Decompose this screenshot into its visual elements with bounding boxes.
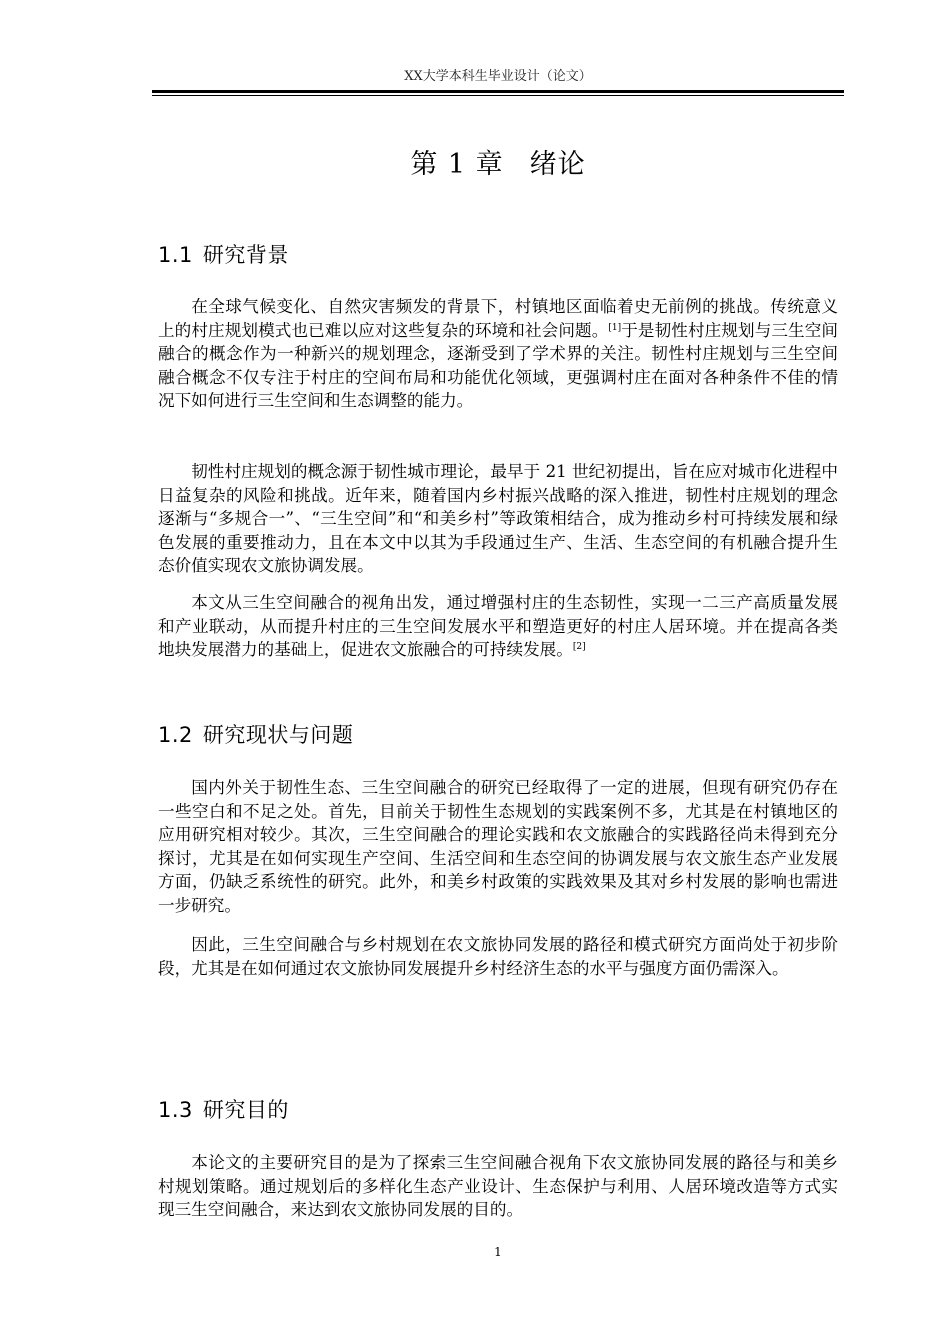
section-number: 1.2	[158, 723, 193, 747]
section-title: 研究背景	[202, 243, 289, 267]
section-title: 研究现状与问题	[202, 723, 354, 747]
chapter-title	[152, 146, 844, 184]
section-title: 研究目的	[202, 1098, 289, 1122]
chapter-number-label: 第 1 章	[410, 149, 504, 180]
section-heading-1-1	[158, 240, 289, 270]
section-number: 1.3	[158, 1098, 193, 1122]
citation-ref[interactable]: [2]	[572, 642, 586, 652]
citation-ref[interactable]: [1]	[608, 322, 622, 333]
section-number: 1.1	[158, 243, 193, 267]
section-heading-1-3	[158, 1095, 289, 1125]
paragraph: 本文从三生空间融合的视角出发，通过增强村庄的生态韧性，实现一二三产高质量发展和产业联动，从而提升村庄的三生空间发展水平和塑造更好的村庄人居环境。并在提高各类地块发展潜力的基础上，促进农文旅融合的可持续发展。[2]	[158, 593, 838, 659]
paragraph: 因此，三生空间融合与乡村规划在农文旅协同发展的路径和模式研究方面尚处于初步阶段，尤其是在如何通过农文旅协同发展提升乡村经济生态的水平与强度方面仍需深入。	[158, 935, 838, 978]
header-rule-thin	[152, 95, 844, 96]
page-number: 1	[494, 1245, 502, 1259]
paragraph: 本论文的主要研究目的是为了探索三生空间融合视角下农文旅协同发展的路径与和美乡村规划策略。通过规划后的多样化生态产业设计、生态保护与利用、人居环境改造等方式实现三生空间融合，来达到农文旅协同发展的目的。	[158, 1153, 838, 1219]
section-heading-1-2	[158, 720, 353, 750]
paragraph: 韧性村庄规划的概念源于韧性城市理论，最早于 21 世纪初提出，旨在应对城市化进程中日益复杂的风险和挑战。近年来，随着国内乡村振兴战略的深入推进，韧性村庄规划的理念逐渐与“多规合一”、“三生空间”和“和美乡村”等政策相结合，成为推动乡村可持续发展和绿色发展的重要推动力，且在本文中以其为手段通过生产、生活、生态空间的有机融合提升生态价值实现农文旅协调发展。	[158, 462, 838, 575]
paragraph: 在全球气候变化、自然灾害频发的背景下，村镇地区面临着史无前例的挑战。传统意义上的村庄规划模式也已难以应对这些复杂的环境和社会问题。[1]于是韧性村庄规划与三生空间融合的概念作为一种新兴的规划理念，逐渐受到了学术界的关注。韧性村庄规划与三生空间融合概念不仅专注于村庄的空间布局和功能优化领域，更强调村庄在面对各种条件不佳的情况下如何进行三生空间和生态调整的能力。	[158, 297, 839, 410]
paragraph: 国内外关于韧性生态、三生空间融合的研究已经取得了一定的进展，但现有研究仍存在一些空白和不足之处。首先，目前关于韧性生态规划的实践案例不多，尤其是在村镇地区的应用研究相对较少。其次，三生空间融合的理论实践和农文旅融合的实践路径尚未得到充分探讨，尤其是在如何实现生产空间、生活空间和生态空间的协调发展与农文旅生态产业发展方面，仍缺乏系统性的研究。此外，和美乡村政策的实践效果及其对乡村发展的影响也需进一步研究。	[158, 778, 838, 915]
page-header: XX大学本科生毕业设计（论文）	[404, 69, 592, 84]
header-rule-thick	[152, 90, 844, 93]
chapter-title-text: 绪论	[529, 149, 586, 180]
